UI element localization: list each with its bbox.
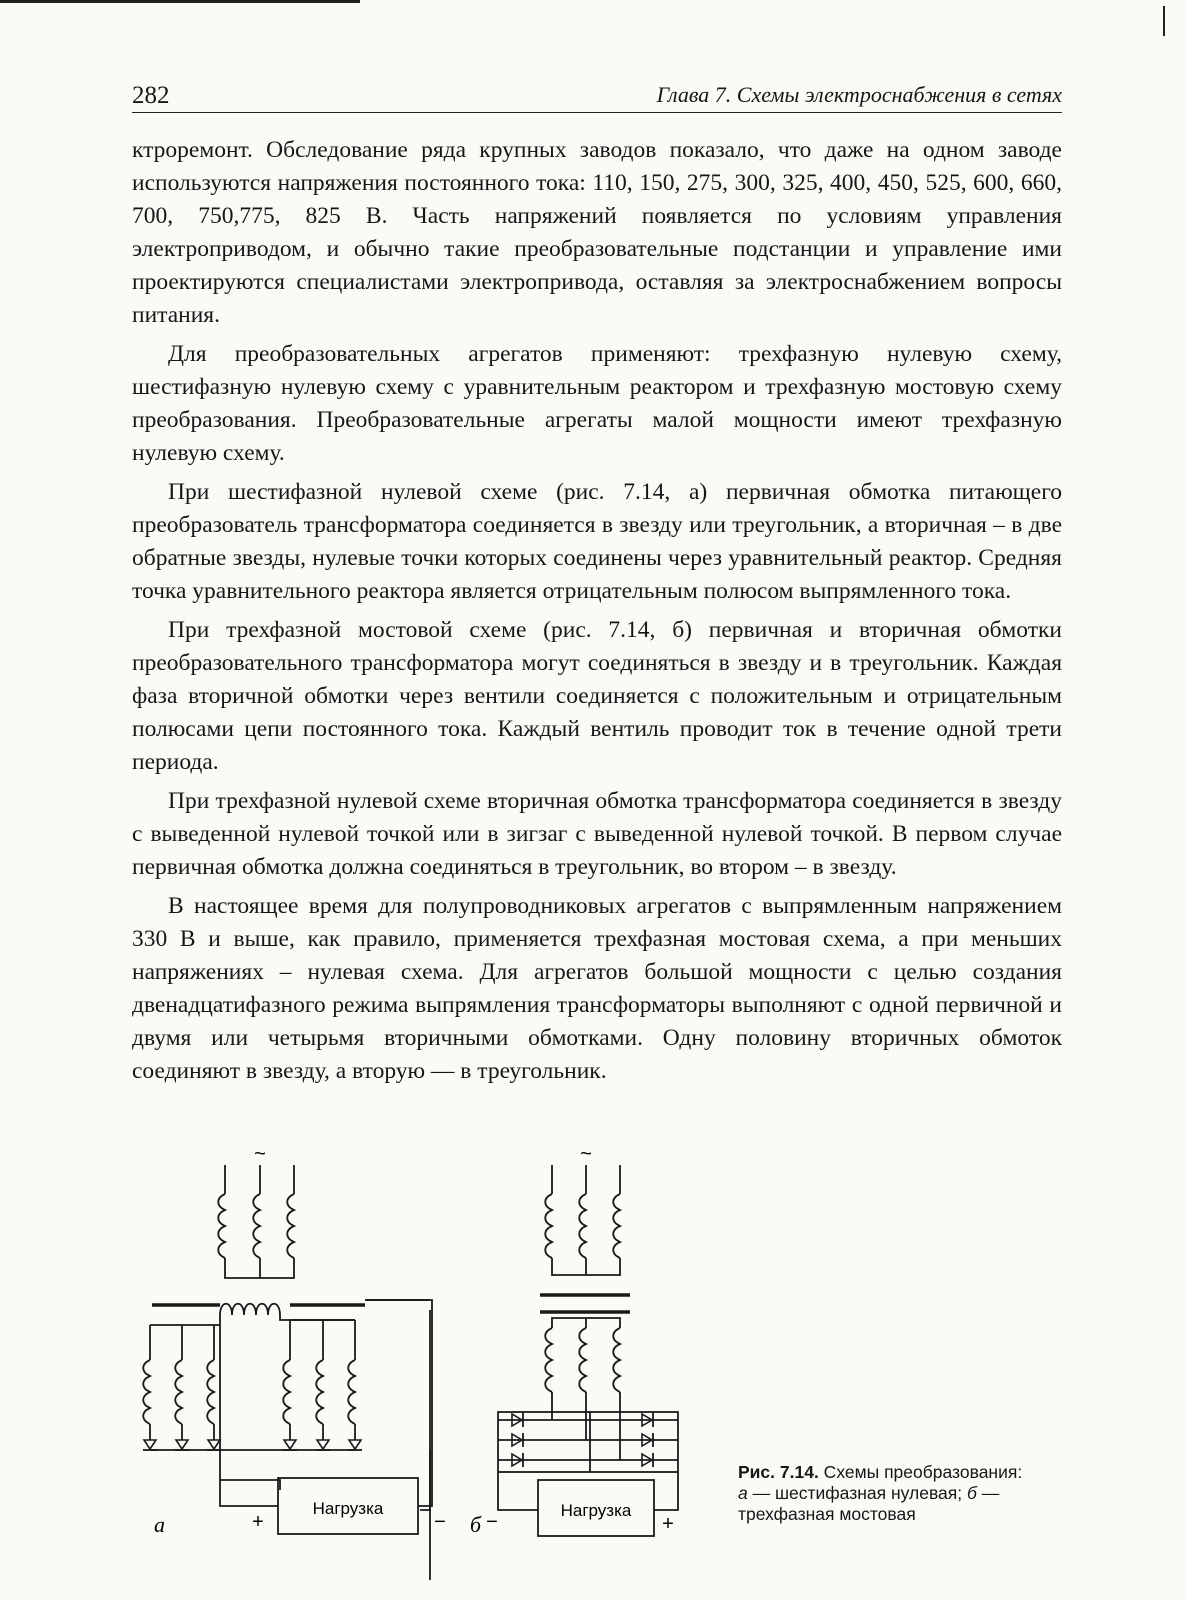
scan-edge-mark <box>1163 6 1165 36</box>
figure-7-14 <box>120 1150 700 1580</box>
load-label-a: Нагрузка <box>312 1499 384 1518</box>
ac-symbol-a: ~ <box>254 1150 266 1165</box>
panel-label-a: а <box>154 1512 165 1537</box>
minus-sign-b: − <box>486 1511 498 1533</box>
page-number: 282 <box>132 82 170 109</box>
load-label-b: Нагрузка <box>560 1501 632 1520</box>
panel-label-b: б <box>470 1512 482 1537</box>
caption-letter-a: а <box>738 1483 748 1503</box>
top-rule <box>0 0 360 3</box>
figure-caption <box>738 1462 1068 1525</box>
plus-sign-a: + <box>252 1511 264 1533</box>
circuit-diagram <box>120 1150 700 1580</box>
caption-title: Схемы преобразования: <box>818 1462 1023 1482</box>
scheme-b <box>498 1165 678 1536</box>
minus-sign-a: − <box>434 1511 446 1533</box>
paragraph: При трехфазной мостовой схеме (рис. 7.14, б) первичная и вторичная обмотки преобразовательного трансформатора могут соединяться в звезду и в треугольник. Каждая фаза вторичной обмотки через вентили соединяется с положительным и отрицательным полюсами цепи постоянного тока. Каждый вентиль проводит ток в течение одной трети периода. <box>132 617 1062 775</box>
page-header <box>132 82 1062 113</box>
ac-symbol-b: ~ <box>580 1150 592 1165</box>
body-text <box>132 134 1062 1094</box>
plus-sign-b: + <box>662 1513 674 1535</box>
caption-text-a: — шестифазная нулевая; <box>747 1483 967 1503</box>
caption-text-b: — трехфазная мостовая <box>738 1483 1000 1524</box>
paragraph: Для преобразовательных агрегатов применяют: трехфазную нулевую схему, шестифазную нулевую схему с уравнительным реактором и трехфазную мостовую схему преобразования. Преобразовательные агрегаты малой мощности имеют трехфазную нулевую схему. <box>132 341 1062 466</box>
caption-label: Рис. 7.14. <box>738 1462 819 1482</box>
paragraph: ктроремонт. Обследование ряда крупных заводов показало, что даже на одном заводе используются напряжения постоянного тока: 110, 150, 275, 300, 325, 400, 450, 525, 600, 660, 700, 750,775, 825 В. Часть напряжений появляется по условиям управления электроприводом, и обычно такие преобразовательные подстанции и управление ими проектируются специалистами электропривода, оставляя за электроснабжением вопросы питания. <box>132 137 1062 328</box>
scheme-a <box>143 1165 432 1580</box>
running-title: Глава 7. Схемы электроснабжения в сетях <box>656 82 1062 107</box>
caption-letter-b: б <box>966 1483 977 1503</box>
paragraph: При трехфазной нулевой схеме вторичная обмотка трансформатора соединяется в звезду с выведенной нулевой точкой или в зигзаг с выведенной нулевой точкой. В первом случае первичная обмотка должна соединяться в треугольник, во втором – в звезду. <box>132 788 1062 880</box>
paragraph: При шестифазной нулевой схеме (рис. 7.14, а) первичная обмотка питающего преобразователь трансформатора соединяется в звезду или треугольник, а вторичная – в две обратные звезды, нулевые точки которых соединены через уравнительный реактор. Средняя точка уравнительного реактора является отрицательным полюсом выпрямленного тока. <box>132 479 1062 604</box>
paragraph: В настоящее время для полупроводниковых агрегатов с выпрямленным напряжением 330 В и выше, как правило, применяется трехфазная мостовая схема, а при меньших напряжениях – нулевая схема. Для агрегатов большой мощности с целью создания двенадцатифазного режима выпрямления трансформаторы выполняют с одной первичной и двумя или четырьмя вторичными обмотками. Одну половину вторичных обмоток соединяют в звезду, а вторую — в треугольник. <box>132 893 1062 1084</box>
